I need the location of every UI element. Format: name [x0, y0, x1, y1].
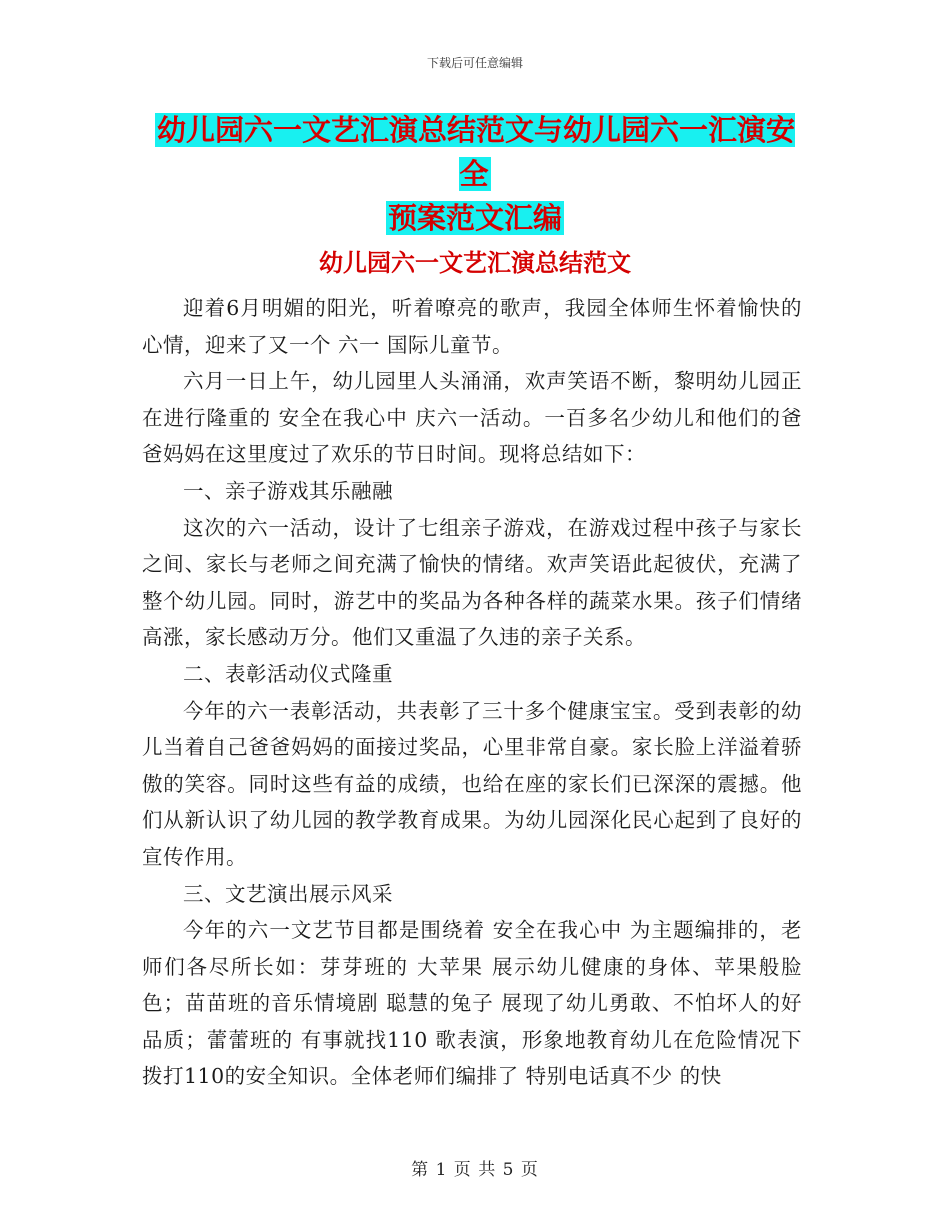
document-title-line-1: 幼儿园六一文艺汇演总结范文与幼儿园六一汇演安全: [156, 113, 795, 191]
paragraph: 六月一日上午，幼儿园里人头涌涌，欢声笑语不断，黎明幼儿园正在进行隆重的 安全在我心中 庆六一活动。一百多名少幼儿和他们的爸爸妈妈在这里度过了欢乐的节日时间。现将总结如下：: [142, 369, 802, 467]
page-number-footer: 第 1 页 共 5 页: [411, 1160, 539, 1180]
paragraph: 今年的六一文艺节目都是围绕着 安全在我心中 为主题编排的，老师们各尽所长如：芽芽班的 大苹果 展示幼儿健康的身体、苹果般脸色；苗苗班的音乐情境剧 聪慧的兔子 展现了幼儿勇敢、不怕坏人的好品质；蕾蕾班的 有事就找110 歌表演，形象地教育幼儿在危险情况下拨打110的安全知识。全体老师们编排了 特别电话真不少 的快: [142, 918, 802, 1089]
header-note: 下载后可任意编辑: [426, 56, 523, 70]
subheading: 二、表彰活动仪式隆重: [183, 661, 393, 686]
subheading: 一、亲子游戏其乐融融: [183, 478, 393, 503]
paragraph: 这次的六一活动，设计了七组亲子游戏，在游戏过程中孩子与家长之间、家长与老师之间充满了愉快的情绪。欢声笑语此起彼伏，充满了整个幼儿园。同时，游艺中的奖品为各种各样的蔬菜水果。孩子们情绪高涨，家长感动万分。他们又重温了久违的亲子关系。: [142, 515, 802, 650]
document-title: [140, 108, 810, 240]
section-title: 幼儿园六一文艺汇演总结范文: [319, 249, 631, 277]
paragraph: 迎着6月明媚的阳光，听着嘹亮的歌声，我园全体师生怀着愉快的心情，迎来了又一个 六一 国际儿童节。: [142, 296, 802, 357]
body-text: [142, 290, 802, 1095]
document-title-line-2: 预案范文汇编: [387, 201, 562, 235]
paragraph: 今年的六一表彰活动，共表彰了三十多个健康宝宝。受到表彰的幼儿当着自己爸爸妈妈的面接过奖品，心里非常自豪。家长脸上洋溢着骄傲的笑容。同时这些有益的成绩，也给在座的家长们已深深的震撼。他们从新认识了幼儿园的教学教育成果。为幼儿园深化民心起到了良好的宣传作用。: [142, 698, 802, 869]
subheading: 三、文艺演出展示风采: [183, 881, 393, 906]
